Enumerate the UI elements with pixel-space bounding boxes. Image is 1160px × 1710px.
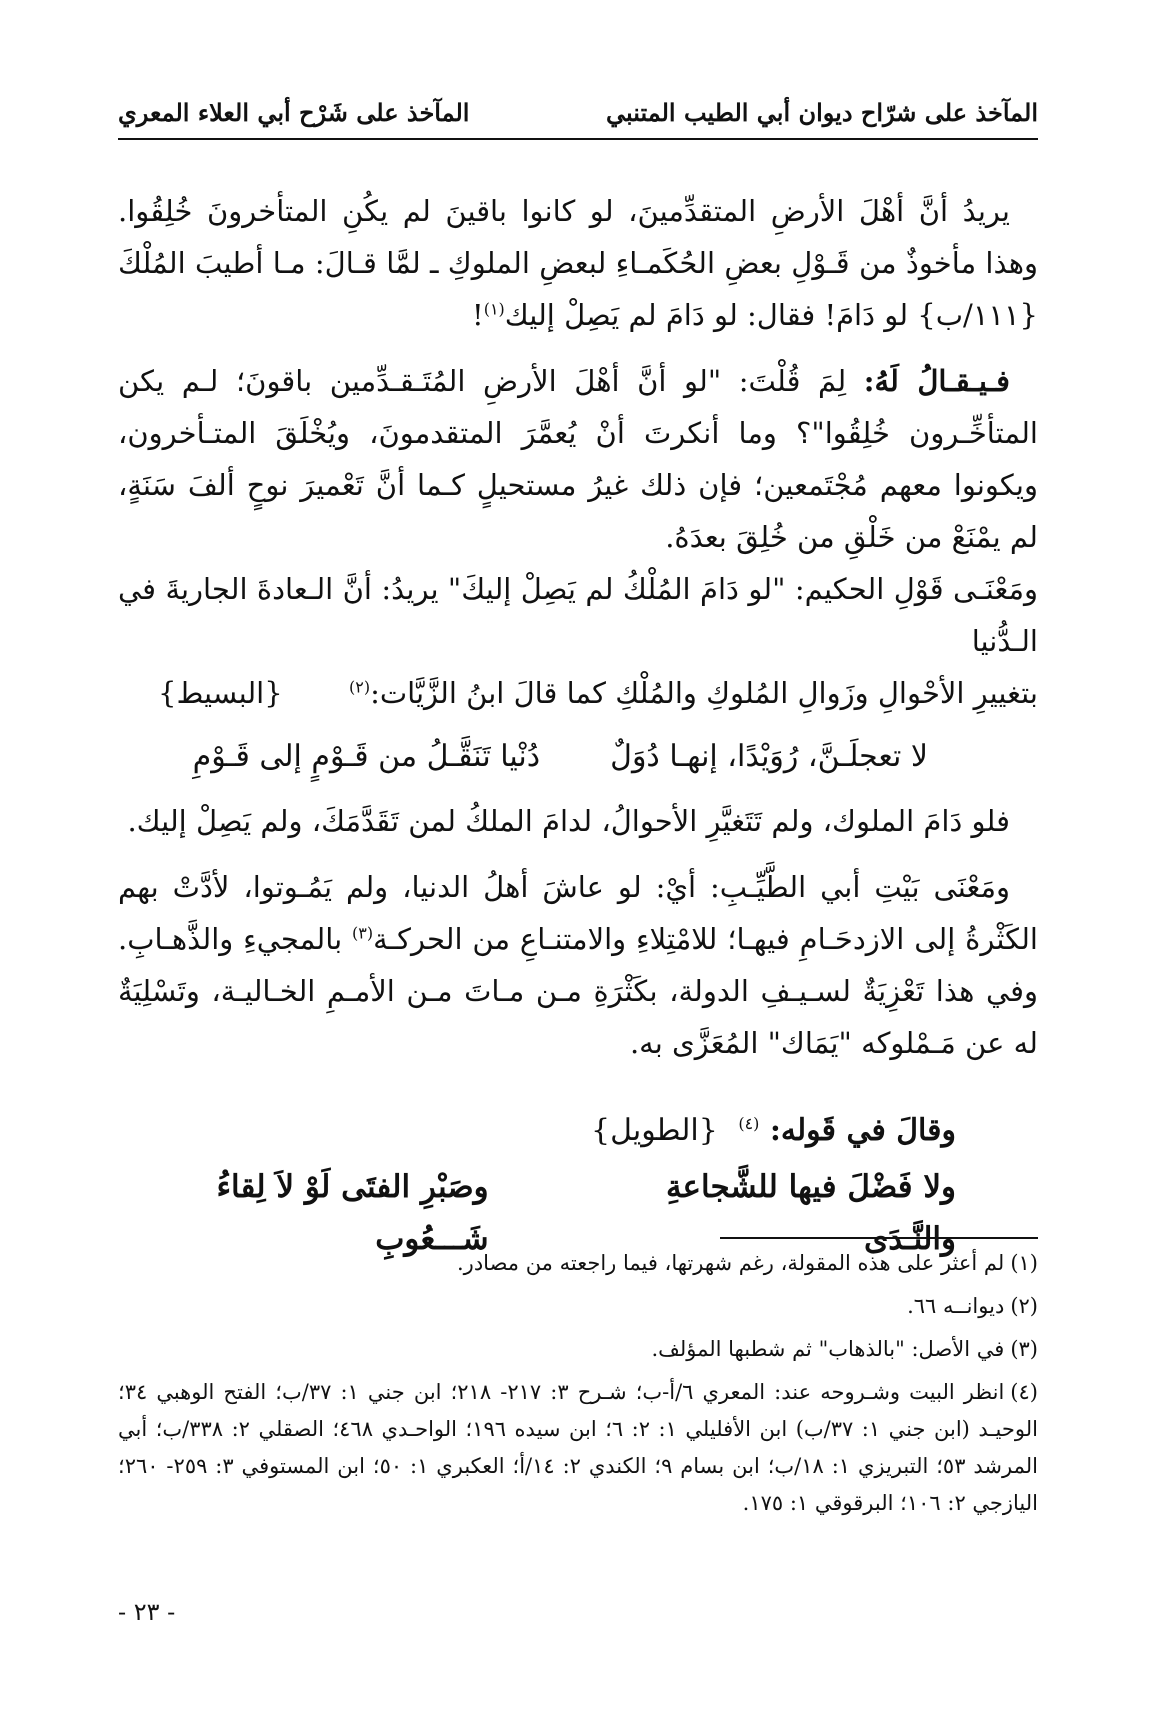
paragraph-3-line-1: ومَعْنَـى قَوْلِ الحكيم: "لو دَامَ المُلْكُ لم يَصِلْ إليكَ" يريدُ: أنَّ الـعادةَ الجاريةَ في الـدُّنيا <box>118 572 1038 658</box>
page-number: - ٢٣ - <box>118 1598 176 1626</box>
footnote-4 <box>118 1374 1038 1522</box>
verse-1-first-hemistich: لا تعجلَـنَّ، رُوَيْدًا، إنهـا دُوَلٌ <box>610 739 928 774</box>
paragraph-5-text-a: ومَعْنَى بَيْتِ أبي الطَّيِّـبِ: أيْ: لو عاشَ أهلُ الدنيا، ولم يَمُـوتوا، لأدَّتْ بهم الكَثْرةُ إلى الازدحَـامِ فيهـا؛ للامْتِلاءِ والامتنـاعِ من الحركـة <box>118 870 1038 956</box>
header-section-title: المآخذ على شَرْح أبي العلاء المعري <box>118 98 470 127</box>
footnote-ref-1: (١) <box>483 299 505 319</box>
paragraph-3 <box>118 563 1038 667</box>
paragraph-1-text: يريدُ أنَّ أهْلَ الأرضِ المتقدِّمينَ، لو كانوا باقينَ لم يكُنِ المتأخرونَ خُلِقُوا. وهذا مأخوذٌ من قَـوْلِ بعضِ الحُكَمـاءِ لبعضِ الملوكِ ـ لمَّا قـالَ: مـا أطيبَ المُلْكَ {١١١/ب} لو دَامَ! فقال: لو دَامَ لم يَصِلْ إليك <box>118 194 1038 332</box>
paragraph-2-text: لِمَ قُلْتَ: "لو أنَّ أهْلَ الأرضِ المُتَـقـدِّمين باقونَ؛ لـم يكن المتأخِّـرون خُلِقُوا"؟ وما أنكرتَ أنْ يُعمَّرَ المتقدمونَ، ويُخْلَقَ المتـأخرون، ويكونوا معهم مُجْتَمعين؛ فإن ذلك غيرُ مستحيلٍ كـما أنَّ تَعْميرَ نوحٍ ألفَ سَنَةٍ، لم يمْنَعْ من خَلْقِ من خُلِقَ بعدَهُ. <box>118 364 1038 554</box>
paragraph-4-text: فلو دَامَ الملوك، ولم تَتَغيَّرِ الأحوالُ، لدامَ الملكُ لمن تَقَدَّمَكَ، ولم يَصِلْ إليك. <box>127 804 1010 838</box>
next-entry-intro <box>118 1105 1038 1157</box>
footnote-4-number: (٤) <box>1010 1380 1038 1404</box>
meter-label-tawil: {الطويل} <box>591 1113 718 1148</box>
paragraph-5 <box>118 861 1038 1069</box>
paragraph-2 <box>118 355 1038 563</box>
paragraph-2-speaker: فـيـقـالُ لَهُ: <box>863 364 1010 398</box>
verse-1-second-hemistich: دُنْيا تَنَقَّـلُ من قَـوْمٍ إلى قَـوْمِ <box>192 739 541 774</box>
footnote-3-text: في الأصل: "بالذهاب" ثم شطبها المؤلف. <box>651 1337 1005 1361</box>
footnote-3-number: (٣) <box>1010 1337 1038 1361</box>
paragraph-3-line-2 <box>118 667 1038 719</box>
footnote-2-text: ديوانــه ٦٦. <box>907 1294 1005 1318</box>
footnote-4-text: انظر البيت وشـروحه عند: المعري ٦/أ-ب؛ شـرح ٣: ٢١٧- ٢١٨؛ ابن جني ١: ٣٧/ب؛ الفتح الوهبي ٣٤؛ الوحيـد (ابن جني ١: ٣٧/ب) ابن الأفليلي ١: ٢: ٦؛ ابن سيده ١٩٦؛ الواحـدي ٤٦٨؛ الصقلي ٢: ٣٣٨/ب؛ أبي المرشد ٥٣؛ التبريزي ١: ١٨/ب؛ ابن بسام ٩؛ الكندي ٢: ١٤/أ؛ العكبري ١: ٥٠؛ ابن المستوفي ٣: ٢٥٩- ٢٦٠؛ اليازجي ٢: ١٠٦؛ البرقوقي ١: ١٧٥. <box>118 1380 1038 1515</box>
footnote-ref-4: (٤) <box>738 1114 760 1133</box>
paragraph-5-text-b: بالمجيءِ والذَّهـابِ. وفي هذا تَعْزِيَةٌ لسـيـفِ الدولة، بكَثْرَةِ مـن مـاتَ مـن الأمـمِ الخـاليـة، وتَسْلِيَةٌ له عن مَـمْلوكه "يَمَاك" المُعَزَّى به. <box>118 922 1038 1060</box>
header-book-title: المآخذ على شرّاح ديوان أبي الطيب المتنبي <box>606 98 1038 127</box>
footnote-1-text: لم أعثر على هذه المقولة، رغم شهرتها، فيما راجعته من مصادر. <box>457 1251 1005 1275</box>
next-entry-intro-text: وقالَ في قَوله: <box>769 1113 956 1148</box>
footnote-ref-3: (٣) <box>352 923 374 943</box>
next-entry <box>118 1105 1038 1265</box>
running-header <box>118 92 1038 140</box>
paragraph-3-line-2-text <box>349 667 1038 719</box>
paragraph-1-end: ! <box>472 298 484 332</box>
paragraph-4 <box>118 795 1038 847</box>
footnote-3 <box>118 1331 1038 1368</box>
footnote-1 <box>118 1245 1038 1282</box>
footnote-2 <box>118 1288 1038 1325</box>
verse-2-first-hemistich: ولا فَضْلَ فيها للشَّجاعةِ والنَّـدَى <box>665 1169 956 1257</box>
verse-2-second-hemistich: وصَبْرِ الفتَى لَوْ لاَ لِقاءُ شَـــعُوبِ <box>216 1169 489 1257</box>
paragraph-1 <box>118 185 1038 341</box>
footnote-1-number: (١) <box>1010 1251 1038 1275</box>
main-text <box>118 185 1038 1069</box>
paragraph-3-line-2-words: بتغييرِ الأحْوالِ وزَوالِ المُلوكِ والمُلْكِ كما قالَ ابنُ الزَّيَّات: <box>370 676 1038 710</box>
verse-1 <box>118 731 1038 783</box>
meter-label-basit: {البسيط} <box>158 676 283 710</box>
footnote-separator <box>720 1237 1038 1239</box>
footnotes <box>118 1245 1038 1522</box>
footnote-ref-2: (٢) <box>348 677 371 697</box>
footnote-2-number: (٢) <box>1010 1294 1038 1318</box>
